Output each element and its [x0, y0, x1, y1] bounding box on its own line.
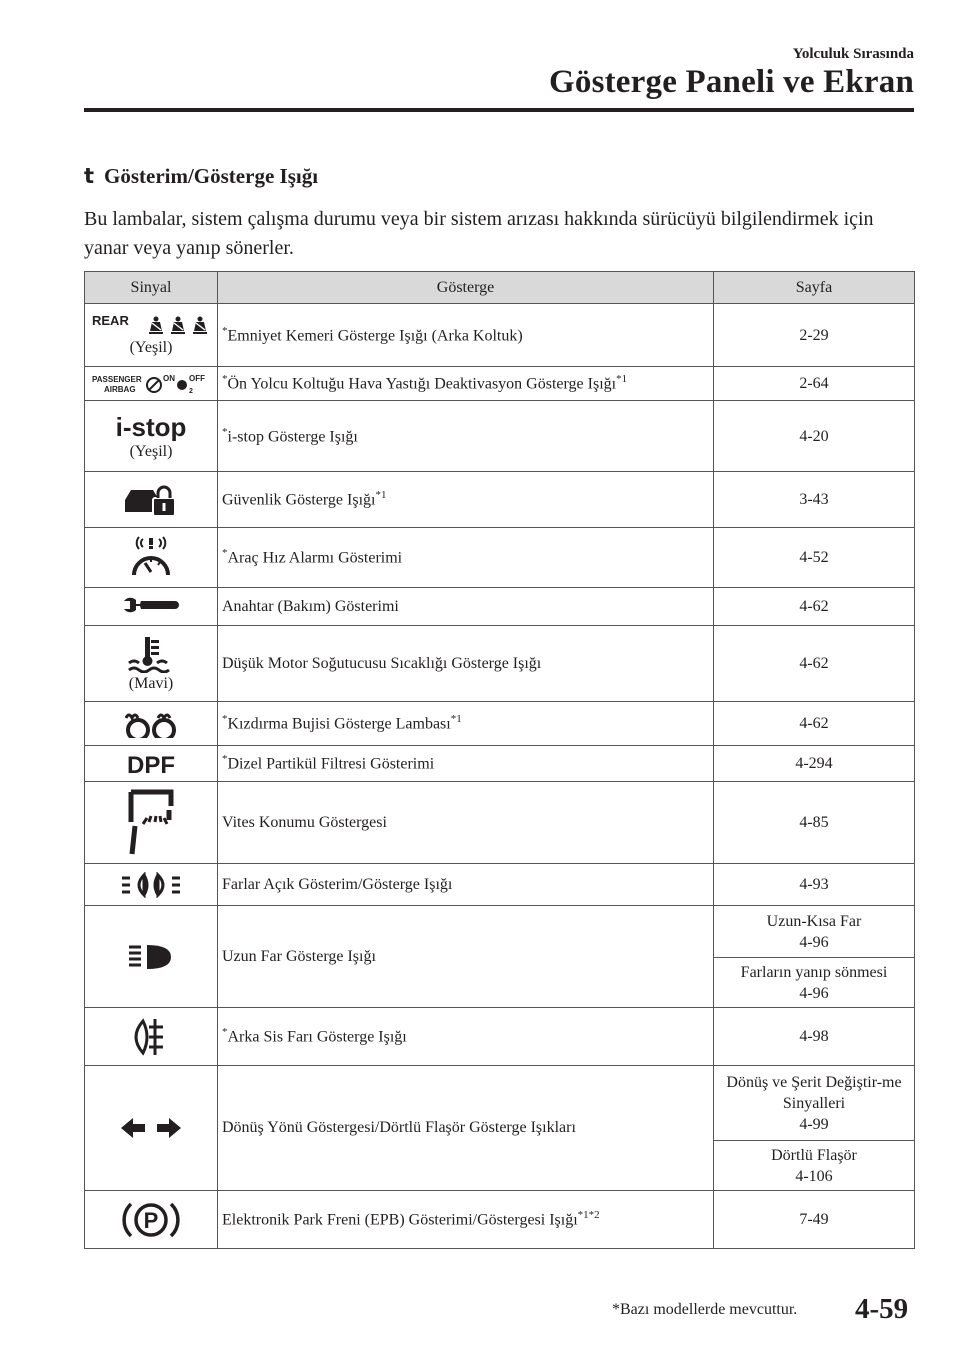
table-row — [85, 1066, 915, 1141]
signal-cell — [85, 367, 218, 401]
page-cell: 4-85 — [714, 782, 915, 864]
indicator-name: Vites Konumu Göstergesi — [222, 813, 387, 831]
i-stop-icon-text: i-stop — [116, 412, 186, 441]
page-cell: 3-43 — [714, 472, 915, 528]
footnote-ref: *1 — [450, 713, 462, 726]
page-number: 4-96 — [799, 933, 829, 951]
page-cell: 4-98 — [714, 1008, 915, 1066]
indicator-cell — [218, 1008, 714, 1066]
table-row — [85, 702, 915, 746]
footnote-ref: *1*2 — [577, 1209, 600, 1222]
signal-cell — [85, 626, 218, 702]
page-cell: 4-93 — [714, 864, 915, 906]
signal-cell — [85, 304, 218, 367]
page-number-footer: 4-59 — [855, 1293, 909, 1325]
page-cell: 4-62 — [714, 588, 915, 626]
page-cell — [714, 906, 915, 958]
availability-asterisk: * — [222, 753, 228, 766]
wrench-icon — [122, 597, 180, 617]
signal-cell — [85, 782, 218, 864]
table-row — [85, 1008, 915, 1066]
indicator-name: Düşük Motor Soğutucusu Sıcaklığı Gösterge Işığı — [222, 654, 542, 672]
headlights-on-icon — [120, 872, 182, 898]
indicator-cell — [218, 864, 714, 906]
svg-text:ON: ON — [163, 373, 175, 383]
indicator-name: Kızdırma Bujisi Gösterge Lambası — [227, 715, 451, 733]
indicator-cell — [218, 588, 714, 626]
table-row — [85, 746, 915, 782]
availability-asterisk: * — [222, 373, 228, 386]
page-cell: 2-29 — [714, 304, 915, 367]
table-row — [85, 472, 915, 528]
table-row — [85, 588, 915, 626]
section-title — [84, 164, 318, 189]
page-cell — [714, 1141, 915, 1191]
availability-asterisk: * — [222, 713, 228, 726]
availability-asterisk: * — [222, 425, 228, 438]
table-row — [85, 1191, 915, 1249]
signal-cell — [85, 528, 218, 588]
indicator-name: Ön Yolcu Koltuğu Hava Yastığı Deaktivasyon Gösterge Işığı — [227, 375, 617, 393]
page-cell: 4-20 — [714, 401, 915, 472]
chapter-title: Gösterge Paneli ve Ekran — [549, 64, 914, 100]
parking-brake-icon-text: P — [143, 1207, 159, 1233]
section-title-text: Gösterim/Gösterge Işığı — [104, 164, 319, 188]
signal-cell — [85, 864, 218, 906]
header-rule — [84, 108, 914, 112]
table-row — [85, 367, 915, 401]
column-header-page: Sayfa — [714, 272, 915, 304]
table-row — [85, 906, 915, 958]
security-lock-car-icon — [121, 482, 181, 518]
signal-cell — [85, 401, 218, 472]
page-number: 4-106 — [795, 1167, 833, 1185]
page-subtitle: Dörtlü Flaşör — [771, 1146, 857, 1164]
page-number: 4-99 — [799, 1115, 829, 1133]
signal-cell — [85, 588, 218, 626]
rear-fog-icon — [125, 1017, 177, 1057]
indicator-cell — [218, 472, 714, 528]
column-header-indicator: Gösterge — [218, 272, 714, 304]
page-cell: 4-62 — [714, 702, 915, 746]
indicator-name: Dönüş Yönü Göstergesi/Dörtlü Flaşör Gösterge Işıkları — [222, 1119, 576, 1136]
dpf-icon-text: DPF — [127, 751, 175, 777]
section-marker: t — [84, 164, 95, 188]
signal-color-label: (Yeşil) — [129, 339, 173, 356]
glow-plug-icon — [122, 710, 180, 738]
indicator-name: Elektronik Park Freni (EPB) Gösterimi/Göstergesi Işığı — [222, 1211, 578, 1229]
footnote-ref: *1 — [616, 373, 628, 386]
svg-text:OFF: OFF — [189, 373, 205, 383]
signal-cell — [85, 1008, 218, 1066]
page-cell: 4-62 — [714, 626, 915, 702]
page-subtitle: Farların yanıp sönmesi — [740, 963, 888, 981]
indicator-cell — [218, 746, 714, 782]
page-cell: 2-64 — [714, 367, 915, 401]
availability-asterisk: * — [222, 324, 228, 337]
signal-cell — [85, 746, 218, 782]
signal-cell — [85, 702, 218, 746]
availability-asterisk: * — [222, 1026, 228, 1039]
signal-cell — [85, 1066, 218, 1191]
table-row — [85, 528, 915, 588]
signal-cell — [85, 1191, 218, 1249]
chapter-subtitle: Yolculuk Sırasında — [792, 46, 914, 62]
page-subtitle: Dönüş ve Şerit Değiştir-me Sinyalleri — [726, 1073, 902, 1112]
indicator-cell — [218, 1066, 714, 1191]
indicator-cell — [218, 1191, 714, 1249]
indicator-name: Dizel Partikül Filtresi Gösterimi — [227, 755, 435, 773]
indicator-cell — [218, 304, 714, 367]
page-cell — [714, 958, 915, 1008]
table-row — [85, 304, 915, 367]
indicator-cell — [218, 782, 714, 864]
i-stop-icon — [116, 411, 186, 441]
parking-brake-icon — [121, 1198, 181, 1242]
turn-signal-icon — [119, 1116, 183, 1140]
indicator-name: Arka Sis Farı Gösterge Işığı — [227, 1028, 407, 1046]
rear-icon-label: REAR — [92, 313, 129, 328]
gear-position-icon — [121, 788, 181, 858]
svg-text:2: 2 — [189, 387, 193, 395]
indicator-cell — [218, 401, 714, 472]
page-cell — [714, 1066, 915, 1141]
indicator-name: Uzun Far Gösterge Işığı — [222, 947, 376, 965]
indicator-name: Anahtar (Bakım) Gösterimi — [222, 597, 399, 615]
page-cell: 4-294 — [714, 746, 915, 782]
passenger-airbag-off-icon — [92, 373, 210, 395]
indicator-cell — [218, 702, 714, 746]
signal-cell — [85, 472, 218, 528]
indicator-name: Araç Hız Alarmı Gösterimi — [227, 549, 403, 567]
table-row — [85, 401, 915, 472]
table-row — [85, 626, 915, 702]
dpf-icon — [121, 751, 181, 777]
signal-color-label: (Mavi) — [128, 674, 174, 692]
column-header-signal: Sinyal — [85, 272, 218, 304]
table-header-row — [85, 272, 915, 304]
indicator-cell — [218, 626, 714, 702]
table-row — [85, 782, 915, 864]
page-cell: 4-52 — [714, 528, 915, 588]
availability-asterisk: * — [222, 547, 228, 560]
signal-cell — [85, 906, 218, 1008]
indicator-name: Güvenlik Gösterge Işığı — [222, 491, 376, 509]
indicator-name: Farlar Açık Gösterim/Gösterge Işığı — [222, 875, 453, 893]
page-subtitle: Uzun-Kısa Far — [766, 912, 862, 930]
indicator-cell — [218, 367, 714, 401]
table-row — [85, 864, 915, 906]
page-cell: 7-49 — [714, 1191, 915, 1249]
footnote-ref: *1 — [375, 489, 387, 502]
svg-text:PASSENGER: PASSENGER — [92, 374, 142, 384]
indicator-name: Emniyet Kemeri Gösterge Işığı (Arka Koltuk) — [227, 327, 523, 345]
footnote: *Bazı modellerde mevcuttur. — [612, 1301, 798, 1318]
signal-color-label: (Yeşil) — [129, 443, 173, 460]
svg-text:AIRBAG: AIRBAG — [104, 384, 136, 394]
page-number: 4-96 — [799, 984, 829, 1002]
speed-alarm-icon — [126, 535, 176, 581]
indicator-table — [84, 271, 915, 1249]
high-beam-icon — [125, 943, 177, 971]
low-coolant-temp-icon — [127, 635, 175, 673]
indicator-cell — [218, 528, 714, 588]
intro-paragraph: Bu lambalar, sistem çalışma durumu veya bir sistem arızası hakkında sürücüyü bilgilendirmek için yanar veya yanıp sönerler. — [84, 208, 874, 259]
indicator-cell — [218, 906, 714, 1008]
indicator-name: i-stop Gösterge Işığı — [227, 428, 358, 446]
rear-seatbelt-icon — [92, 313, 210, 337]
